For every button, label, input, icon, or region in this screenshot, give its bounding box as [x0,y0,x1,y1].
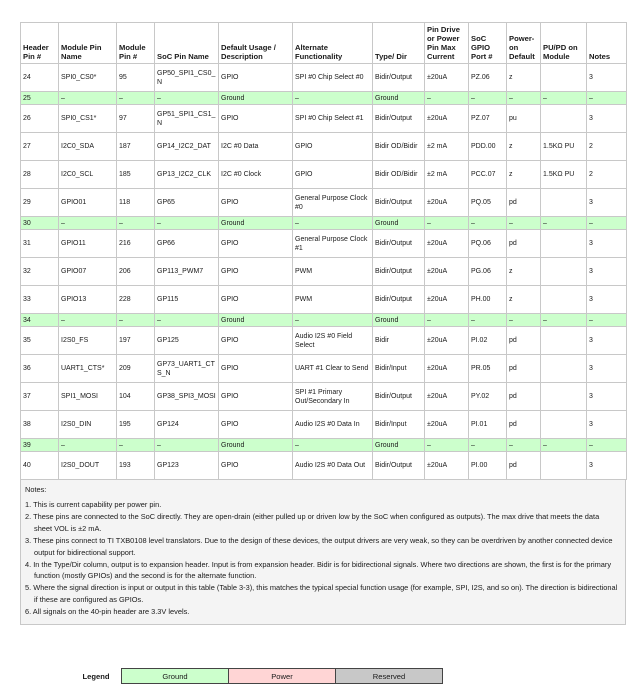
table-cell: – [469,217,507,230]
column-header: Notes [587,23,627,64]
table-cell: PH.00 [469,286,507,314]
table-cell: ±20uA [425,230,469,258]
table-cell [541,327,587,355]
table-cell [541,64,587,92]
table-cell: PZ.07 [469,105,507,133]
table-cell: 3 [587,327,627,355]
table-cell: Bidir/Output [373,105,425,133]
note-item: 3. These pins connect to TI TXB0108 level translators. Due to the design of these devices, the output drivers are very weak, so they can be overdriven by another connected device output for bidirectional support. [25,535,613,557]
table-cell: – [425,439,469,452]
ground-row [21,314,627,327]
table-cell: 209 [117,355,155,383]
table-cell: PWM [293,258,373,286]
table-cell: Bidir/Output [373,189,425,217]
table-cell: GPIO [219,258,293,286]
table-cell: ±20uA [425,452,469,480]
table-cell: pd [507,411,541,439]
table-cell: – [59,439,117,452]
table-cell: GPIO [219,105,293,133]
table-cell: – [117,217,155,230]
legend-swatch-ground: Ground [121,668,229,684]
note-item: 2. These pins are connected to the SoC directly. They are open-drain (either pulled up or driven low by the SoC when configured as outputs). The max drive that meets the data sheet VOL is ±2 mA. [25,512,600,533]
column-header: Module Pin # [117,23,155,64]
table-cell: I2C0_SDA [59,133,117,161]
column-header: Type/ Dir [373,23,425,64]
table-cell: ±20uA [425,383,469,411]
table-cell: z [507,133,541,161]
table-cell: GPIO [293,133,373,161]
table-cell: Bidir/Output [373,452,425,480]
table-cell: 38 [21,411,59,439]
table-cell: 3 [587,230,627,258]
table-cell: I2S0_DIN [59,411,117,439]
table-cell: 3 [587,383,627,411]
table-cell: 206 [117,258,155,286]
ground-row [21,92,627,105]
table-cell: Ground [373,217,425,230]
table-cell: – [59,92,117,105]
table-cell: – [587,92,627,105]
table-cell: 97 [117,105,155,133]
note-item: 1. This is current capability per power pin. [25,500,162,510]
table-cell: Bidir/Output [373,286,425,314]
table-cell: ±20uA [425,105,469,133]
table-cell: 104 [117,383,155,411]
table-cell: 2 [587,133,627,161]
table-cell: pd [507,355,541,383]
table-cell: – [425,217,469,230]
table-cell: GP66 [155,230,219,258]
table-cell: 35 [21,327,59,355]
table-cell: ±20uA [425,189,469,217]
table-cell: 30 [21,217,59,230]
table-cell: 3 [587,64,627,92]
table-cell: 187 [117,133,155,161]
table-row [21,161,627,189]
column-header: SoC GPIO Port # [469,23,507,64]
table-cell: Bidir/Output [373,383,425,411]
table-cell: – [587,439,627,452]
table-cell: 39 [21,439,59,452]
table-cell: 193 [117,452,155,480]
table-row [21,355,627,383]
table-cell: – [425,92,469,105]
table-cell: 3 [587,258,627,286]
table-cell: – [155,314,219,327]
table-row [21,411,627,439]
table-cell: Audio I2S #0 Field Select [293,327,373,355]
table-cell: 228 [117,286,155,314]
table-cell: – [541,217,587,230]
table-row [21,286,627,314]
ground-row [21,217,627,230]
table-cell: SPI #0 Chip Select #0 [293,64,373,92]
table-cell: GPIO [219,286,293,314]
table-cell: 3 [587,411,627,439]
table-cell: – [293,314,373,327]
pin-table [20,22,627,480]
table-cell: GPIO [219,64,293,92]
table-cell: 3 [587,105,627,133]
table-cell: – [117,92,155,105]
table-cell: PI.00 [469,452,507,480]
table-cell: GPIO [219,452,293,480]
table-cell [541,105,587,133]
table-cell: z [507,286,541,314]
table-row [21,258,627,286]
legend-swatch-power: Power [228,668,336,684]
table-cell: 3 [587,286,627,314]
column-header: Pin Drive or Power Pin Max Current [425,23,469,64]
table-cell: GP124 [155,411,219,439]
table-cell: GP38_SPI3_MOSI [155,383,219,411]
column-header: Module Pin Name [59,23,117,64]
table-cell: – [587,314,627,327]
table-cell: – [155,217,219,230]
table-cell: – [155,439,219,452]
legend-label: Legend [82,671,110,681]
table-cell [541,189,587,217]
table-row [21,189,627,217]
table-cell: 2 [587,161,627,189]
table-cell: – [59,217,117,230]
table-cell: Bidir/Input [373,355,425,383]
table-cell: PQ.06 [469,230,507,258]
table-cell: Bidir [373,327,425,355]
pinout-document [20,22,626,625]
table-cell: I2C #0 Clock [219,161,293,189]
table-cell: – [293,217,373,230]
table-cell [541,383,587,411]
table-cell: I2C0_SCL [59,161,117,189]
table-cell: pd [507,383,541,411]
table-cell: Bidir OD/Bidir [373,161,425,189]
table-row [21,452,627,480]
table-cell: pu [507,105,541,133]
table-cell: – [117,314,155,327]
table-cell: GPIO11 [59,230,117,258]
table-cell: GP113_PWM7 [155,258,219,286]
table-cell: GP123 [155,452,219,480]
table-row [21,133,627,161]
table-cell: – [425,314,469,327]
table-cell: PCC.07 [469,161,507,189]
table-cell: GPIO [219,327,293,355]
table-cell: 3 [587,189,627,217]
table-cell: GPIO [219,411,293,439]
table-cell: 31 [21,230,59,258]
note-item: 6. All signals on the 40-pin header are 3.3V levels. [25,606,190,616]
table-cell: Ground [219,439,293,452]
table-cell: 28 [21,161,59,189]
table-cell: PI.02 [469,327,507,355]
table-cell: 3 [587,355,627,383]
table-cell: – [59,314,117,327]
table-cell: Bidir OD/Bidir [373,133,425,161]
table-cell: – [469,314,507,327]
ground-row [21,439,627,452]
table-cell: Ground [373,314,425,327]
column-header: Header Pin # [21,23,59,64]
table-cell: I2C #0 Data [219,133,293,161]
table-cell: pd [507,230,541,258]
table-cell: 3 [587,452,627,480]
table-cell: 37 [21,383,59,411]
table-cell: GP65 [155,189,219,217]
column-header: Default Usage / Description [219,23,293,64]
table-cell: – [293,439,373,452]
table-cell: ±20uA [425,258,469,286]
table-cell: GPIO01 [59,189,117,217]
table-cell: Audio I2S #0 Data In [293,411,373,439]
table-cell: z [507,161,541,189]
table-cell: – [507,439,541,452]
table-cell: 26 [21,105,59,133]
table-cell: GPIO07 [59,258,117,286]
table-cell: ±20uA [425,64,469,92]
table-cell: 1.5KΩ PU [541,133,587,161]
table-cell: Ground [219,92,293,105]
table-cell: 40 [21,452,59,480]
table-cell: PQ.05 [469,189,507,217]
table-cell: GP50_SPI1_CS0_N [155,64,219,92]
table-cell: 36 [21,355,59,383]
table-cell: 216 [117,230,155,258]
table-cell: General Purpose Clock #1 [293,230,373,258]
table-cell: PZ.06 [469,64,507,92]
table-cell: ±20uA [425,286,469,314]
table-cell: PR.05 [469,355,507,383]
table-cell: PG.06 [469,258,507,286]
table-cell: 24 [21,64,59,92]
table-cell: GP115 [155,286,219,314]
table-cell: Audio I2S #0 Data Out [293,452,373,480]
table-cell: Bidir/Output [373,230,425,258]
table-cell [541,452,587,480]
legend [70,668,443,684]
table-cell: SPI0_CS0* [59,64,117,92]
table-cell: ±2 mA [425,133,469,161]
table-cell: Bidir/Input [373,411,425,439]
table-cell: – [587,217,627,230]
table-cell: pd [507,189,541,217]
table-cell: 34 [21,314,59,327]
table-row [21,230,627,258]
column-header: Power-on Default [507,23,541,64]
table-cell: – [507,314,541,327]
table-cell: GP14_I2C2_DAT [155,133,219,161]
table-cell: GPIO [219,230,293,258]
notes-title: Notes: [25,485,47,495]
table-cell: – [507,217,541,230]
table-cell: SPI0_CS1* [59,105,117,133]
table-cell: z [507,64,541,92]
column-header: Alternate Functionality [293,23,373,64]
table-cell: 95 [117,64,155,92]
table-cell: Ground [373,92,425,105]
table-cell: Bidir/Output [373,64,425,92]
table-row [21,105,627,133]
table-cell: pd [507,452,541,480]
table-cell: I2S0_FS [59,327,117,355]
table-cell: 1.5KΩ PU [541,161,587,189]
table-cell: GPIO13 [59,286,117,314]
table-cell: 27 [21,133,59,161]
table-cell: ±20uA [425,355,469,383]
table-cell: – [469,92,507,105]
table-cell: z [507,258,541,286]
table-cell: GPIO [219,189,293,217]
column-header: SoC Pin Name [155,23,219,64]
table-cell: GPIO [219,383,293,411]
table-cell: pd [507,327,541,355]
table-cell: PI.01 [469,411,507,439]
table-cell: – [293,92,373,105]
table-cell: UART1_CTS* [59,355,117,383]
table-cell [541,258,587,286]
table-cell: 118 [117,189,155,217]
column-header: PU/PD on Module [541,23,587,64]
table-cell: 197 [117,327,155,355]
notes-section [20,480,626,624]
table-cell: – [155,92,219,105]
table-cell: ±2 mA [425,161,469,189]
table-cell: ±20uA [425,327,469,355]
table-cell: PY.02 [469,383,507,411]
table-cell: Bidir/Output [373,258,425,286]
table-cell: SPI #1 Primary Out/Secondary In [293,383,373,411]
table-cell: GPIO [219,355,293,383]
table-cell: 32 [21,258,59,286]
table-cell: GP73_UART1_CTS_N [155,355,219,383]
table-cell: 185 [117,161,155,189]
table-row [21,383,627,411]
table-cell [541,355,587,383]
table-cell: ±20uA [425,411,469,439]
table-cell: PDD.00 [469,133,507,161]
table-cell: UART #1 Clear to Send [293,355,373,383]
table-cell: I2S0_DOUT [59,452,117,480]
legend-swatch-reserved: Reserved [335,668,443,684]
table-cell: – [541,314,587,327]
table-cell: GPIO [293,161,373,189]
table-cell: General Purpose Clock #0 [293,189,373,217]
table-cell: Ground [219,314,293,327]
table-cell [541,411,587,439]
table-cell: GP125 [155,327,219,355]
table-cell: PWM [293,286,373,314]
table-cell: – [507,92,541,105]
table-cell: 25 [21,92,59,105]
note-item: 4. In the Type/Dir column, output is to expansion header. Input is from expansion header. Bidir is for bidirectional signals. Where two directions are shown, the first is for the primary function (mostly GPIOs) and the second is for the alternate function. [25,559,612,581]
table-header-row [21,23,627,64]
table-cell: – [541,92,587,105]
table-cell [541,286,587,314]
table-cell [541,230,587,258]
table-cell: Ground [219,217,293,230]
table-cell: 195 [117,411,155,439]
table-cell: 33 [21,286,59,314]
table-row [21,64,627,92]
table-cell: SPI #0 Chip Select #1 [293,105,373,133]
table-cell: GP51_SPI1_CS1_N [155,105,219,133]
table-row [21,327,627,355]
table-cell: – [541,439,587,452]
table-cell: 29 [21,189,59,217]
table-cell: – [469,439,507,452]
table-cell: – [117,439,155,452]
table-cell: GP13_I2C2_CLK [155,161,219,189]
note-item: 5. Where the signal direction is input or output in this table (Table 3-3), this matches the typical special function usage (for example, SPI, I2S, and so on). The direction is bidirectional if these are configured as GPIOs. [25,583,618,605]
table-cell: SPI1_MOSI [59,383,117,411]
table-cell: Ground [373,439,425,452]
